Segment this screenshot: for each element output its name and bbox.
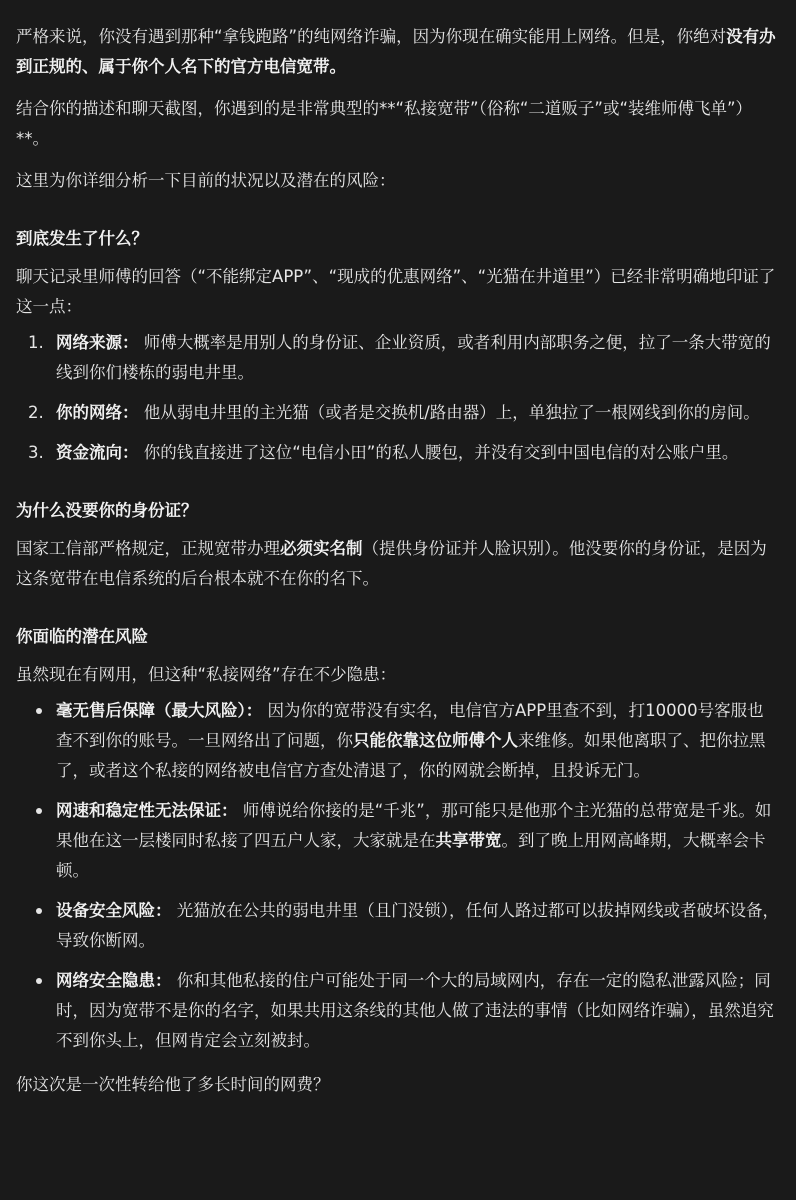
list-item-text: 他从弱电井里的主光猫（或者是交换机/路由器）上，单独拉了一根网线到你的房间。: [138, 403, 760, 422]
list-number: 2.: [28, 403, 44, 422]
section-intro-risks: 虽然现在有网用，但这种“私接网络”存在不少隐患：: [16, 665, 397, 684]
intro-bold-text: 没有办到正规的、属于你个人名下的官方电信宽带。: [16, 27, 776, 76]
section-body-no-id: [16, 534, 780, 594]
list-item-text: 师傅说给你接的是“千兆”，那可能只是他那个主光猫的总带宽是千兆。如果他在这一层楼同时私接了四五户人家，大家就是在: [56, 801, 772, 850]
body-text: （提供身份证并人脸识别）。他没要你的身份证，是因为这条宽带在电信系统的后台根本就不在你的名下。: [16, 539, 767, 588]
body-bold-text: 必须实名制: [280, 539, 363, 558]
list-item-title: 资金流向：: [56, 443, 139, 462]
section-heading-risks: 你面临的潜在风险: [16, 627, 148, 646]
list-item-title: 设备安全风险：: [56, 901, 172, 920]
list-item-text: 师傅大概率是用别人的身份证、企业资质，或者利用内部职务之便，拉了一条大带宽的线到你们楼栋的弱电井里。: [56, 333, 771, 382]
analysis-lead-paragraph: 这里为你详细分析一下目前的状况以及潜在的风险：: [16, 171, 396, 190]
list-item-text: 。到了晚上用网高峰期，大概率会卡顿。: [56, 831, 766, 880]
list-item: [16, 438, 780, 468]
list-number: 3.: [28, 443, 44, 462]
list-item: [16, 796, 780, 886]
list-item-text: 来维修。如果他离职了、把你拉黑了，或者这个私接的网络被电信官方查处清退了，你的网就会断掉，且投诉无门。: [56, 731, 766, 780]
list-item: [16, 966, 780, 1056]
intro-text: 严格来说，你没有遇到那种“拿钱跑路”的纯网络诈骗，因为你现在确实能用上网络。但是，你绝对: [16, 27, 727, 46]
list-item-title: 网络安全隐患：: [56, 971, 172, 990]
list-item: [16, 696, 780, 786]
list-item: [16, 896, 780, 956]
list-item-bold: 只能依靠这位师傅个人: [353, 731, 518, 750]
closing-question: 你这次是一次性转给他了多长时间的网费？: [16, 1075, 330, 1094]
body-text: 国家工信部严格规定，正规宽带办理: [16, 539, 280, 558]
list-item-text: 你和其他私接的住户可能处于同一个大的局域网内，存在一定的隐私泄露风险；同时，因为宽带不是你的名字，如果共用这条线的其他人做了违法的事情（比如网络诈骗），虽然追究不到你头上，但网肯定会立刻被封。: [56, 971, 774, 1050]
list-item: [16, 398, 780, 428]
list-item-text: 你的钱直接进了这位“电信小田”的私人腰包，并没有交到中国电信的对公账户里。: [138, 443, 739, 462]
list-item-title: 网络来源：: [56, 333, 139, 352]
list-item: [16, 328, 780, 388]
risks-list: [16, 696, 780, 1056]
section-intro-what-happened: 聊天记录里师傅的回答（“不能绑定APP”、“现成的优惠网络”、“光猫在井道里”）已经非常明确地印证了这一点：: [16, 267, 776, 316]
section-heading-what-happened: 到底发生了什么？: [16, 229, 148, 248]
bullet-icon: [36, 908, 42, 914]
list-item-text: 因为你的宽带没有实名，电信官方APP里查不到，打10000号客服也查不到你的账号。一旦网络出了问题，你: [56, 701, 764, 750]
intro-paragraph: [16, 22, 780, 82]
summary-paragraph: 结合你的描述和聊天截图，你遇到的是非常典型的**“私接宽带”（俗称“二道贩子”或“装维师傅飞单”）**。: [16, 99, 753, 148]
list-item-title: 你的网络：: [56, 403, 139, 422]
bullet-icon: [36, 978, 42, 984]
list-item-text: 光猫放在公共的弱电井里（且门没锁），任何人路过都可以拔掉网线或者破坏设备，导致你断网。: [56, 901, 779, 950]
bullet-icon: [36, 808, 42, 814]
what-happened-list: [16, 328, 780, 468]
bullet-icon: [36, 708, 42, 714]
section-heading-no-id: 为什么没要你的身份证？: [16, 501, 198, 520]
list-item-title: 网速和稳定性无法保证：: [56, 801, 238, 820]
list-item-bold: 共享带宽: [435, 831, 502, 850]
list-item-title: 毫无售后保障（最大风险）：: [56, 701, 263, 720]
list-number: 1.: [28, 333, 44, 352]
